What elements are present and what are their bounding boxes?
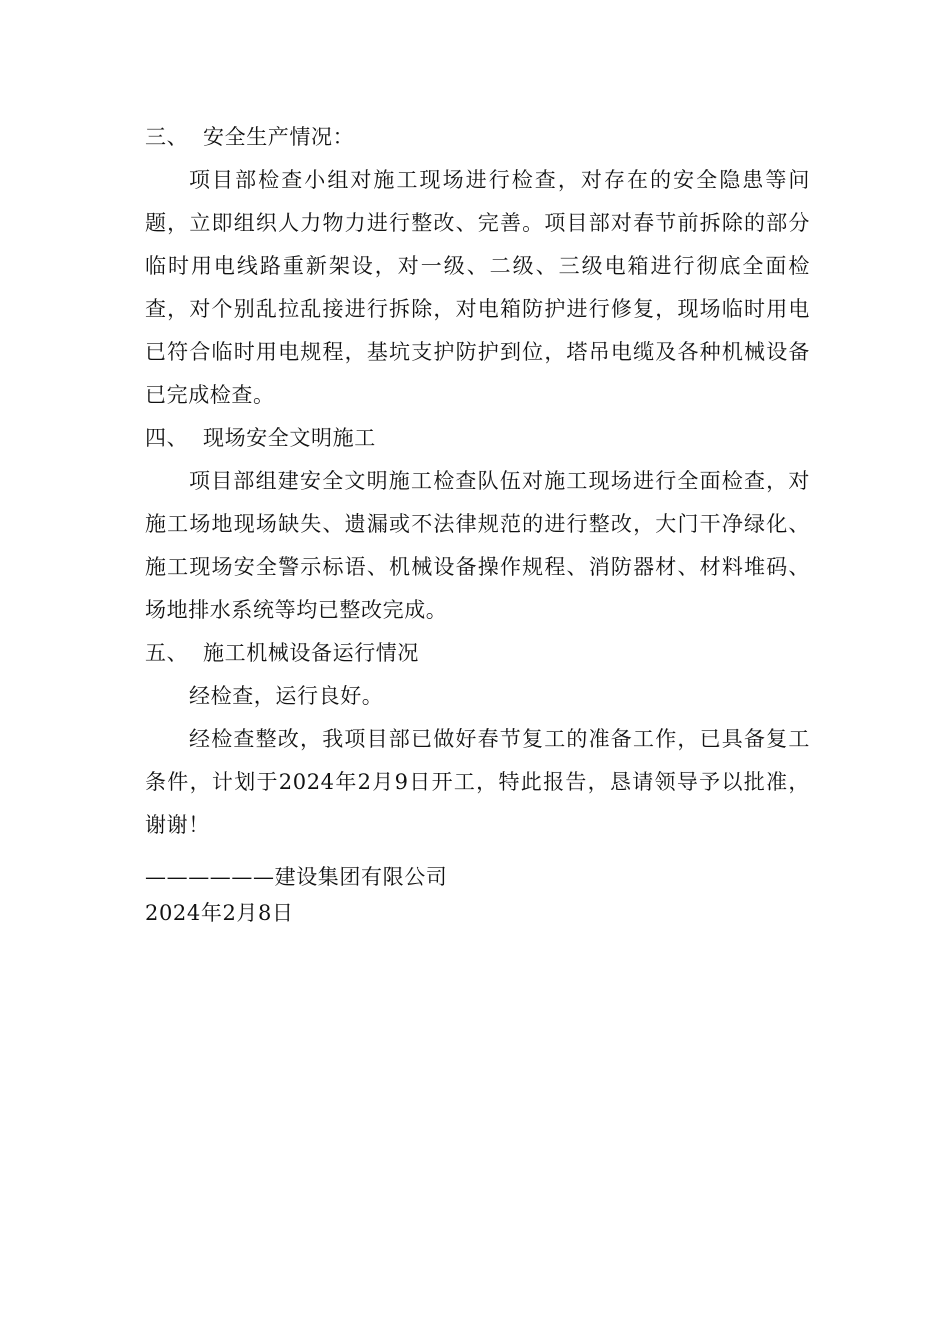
document-body	[145, 116, 810, 931]
section-paragraph: 项目部组建安全文明施工检查队伍对施工现场进行全面检查，对施工场地现场缺失、遗漏或不法律规范的进行整改，大门干净绿化、施工现场安全警示标语、机械设备操作规程、消防器材、材料堆码、场地排水系统等均已整改完成。	[145, 469, 810, 622]
signature-block	[145, 859, 810, 931]
section-number: 五、	[145, 641, 189, 665]
section-paragraph: 经检查，运行良好。	[189, 684, 384, 708]
section-number: 三、	[145, 125, 189, 149]
section-heading-4	[145, 417, 810, 460]
section-number: 四、	[145, 426, 189, 450]
section-paragraph: 项目部检查小组对施工现场进行检查，对存在的安全隐患等问题，立即组织人力物力进行整改、完善。项目部对春节前拆除的部分临时用电线路重新架设，对一级、二级、三级电箱进行彻底全面检查，对个别乱拉乱接进行拆除，对电箱防护进行修复，现场临时用电已符合临时用电规程，基坑支护防护到位，塔吊电缆及各种机械设备已完成检查。	[145, 168, 810, 407]
section-title: 现场安全文明施工	[203, 426, 376, 450]
section-heading-3	[145, 116, 810, 159]
signature-company: ——————建设集团有限公司	[145, 865, 448, 889]
section-title: 安全生产情况：	[203, 125, 355, 149]
signature-date: 2024年2月8日	[145, 901, 294, 925]
section-title: 施工机械设备运行情况	[203, 641, 419, 665]
section-heading-5	[145, 632, 810, 675]
closing-paragraph: 经检查整改，我项目部已做好春节复工的准备工作，已具备复工条件，计划于2024年2月9日开工，特此报告，恳请领导予以批准，谢谢！	[145, 727, 810, 837]
